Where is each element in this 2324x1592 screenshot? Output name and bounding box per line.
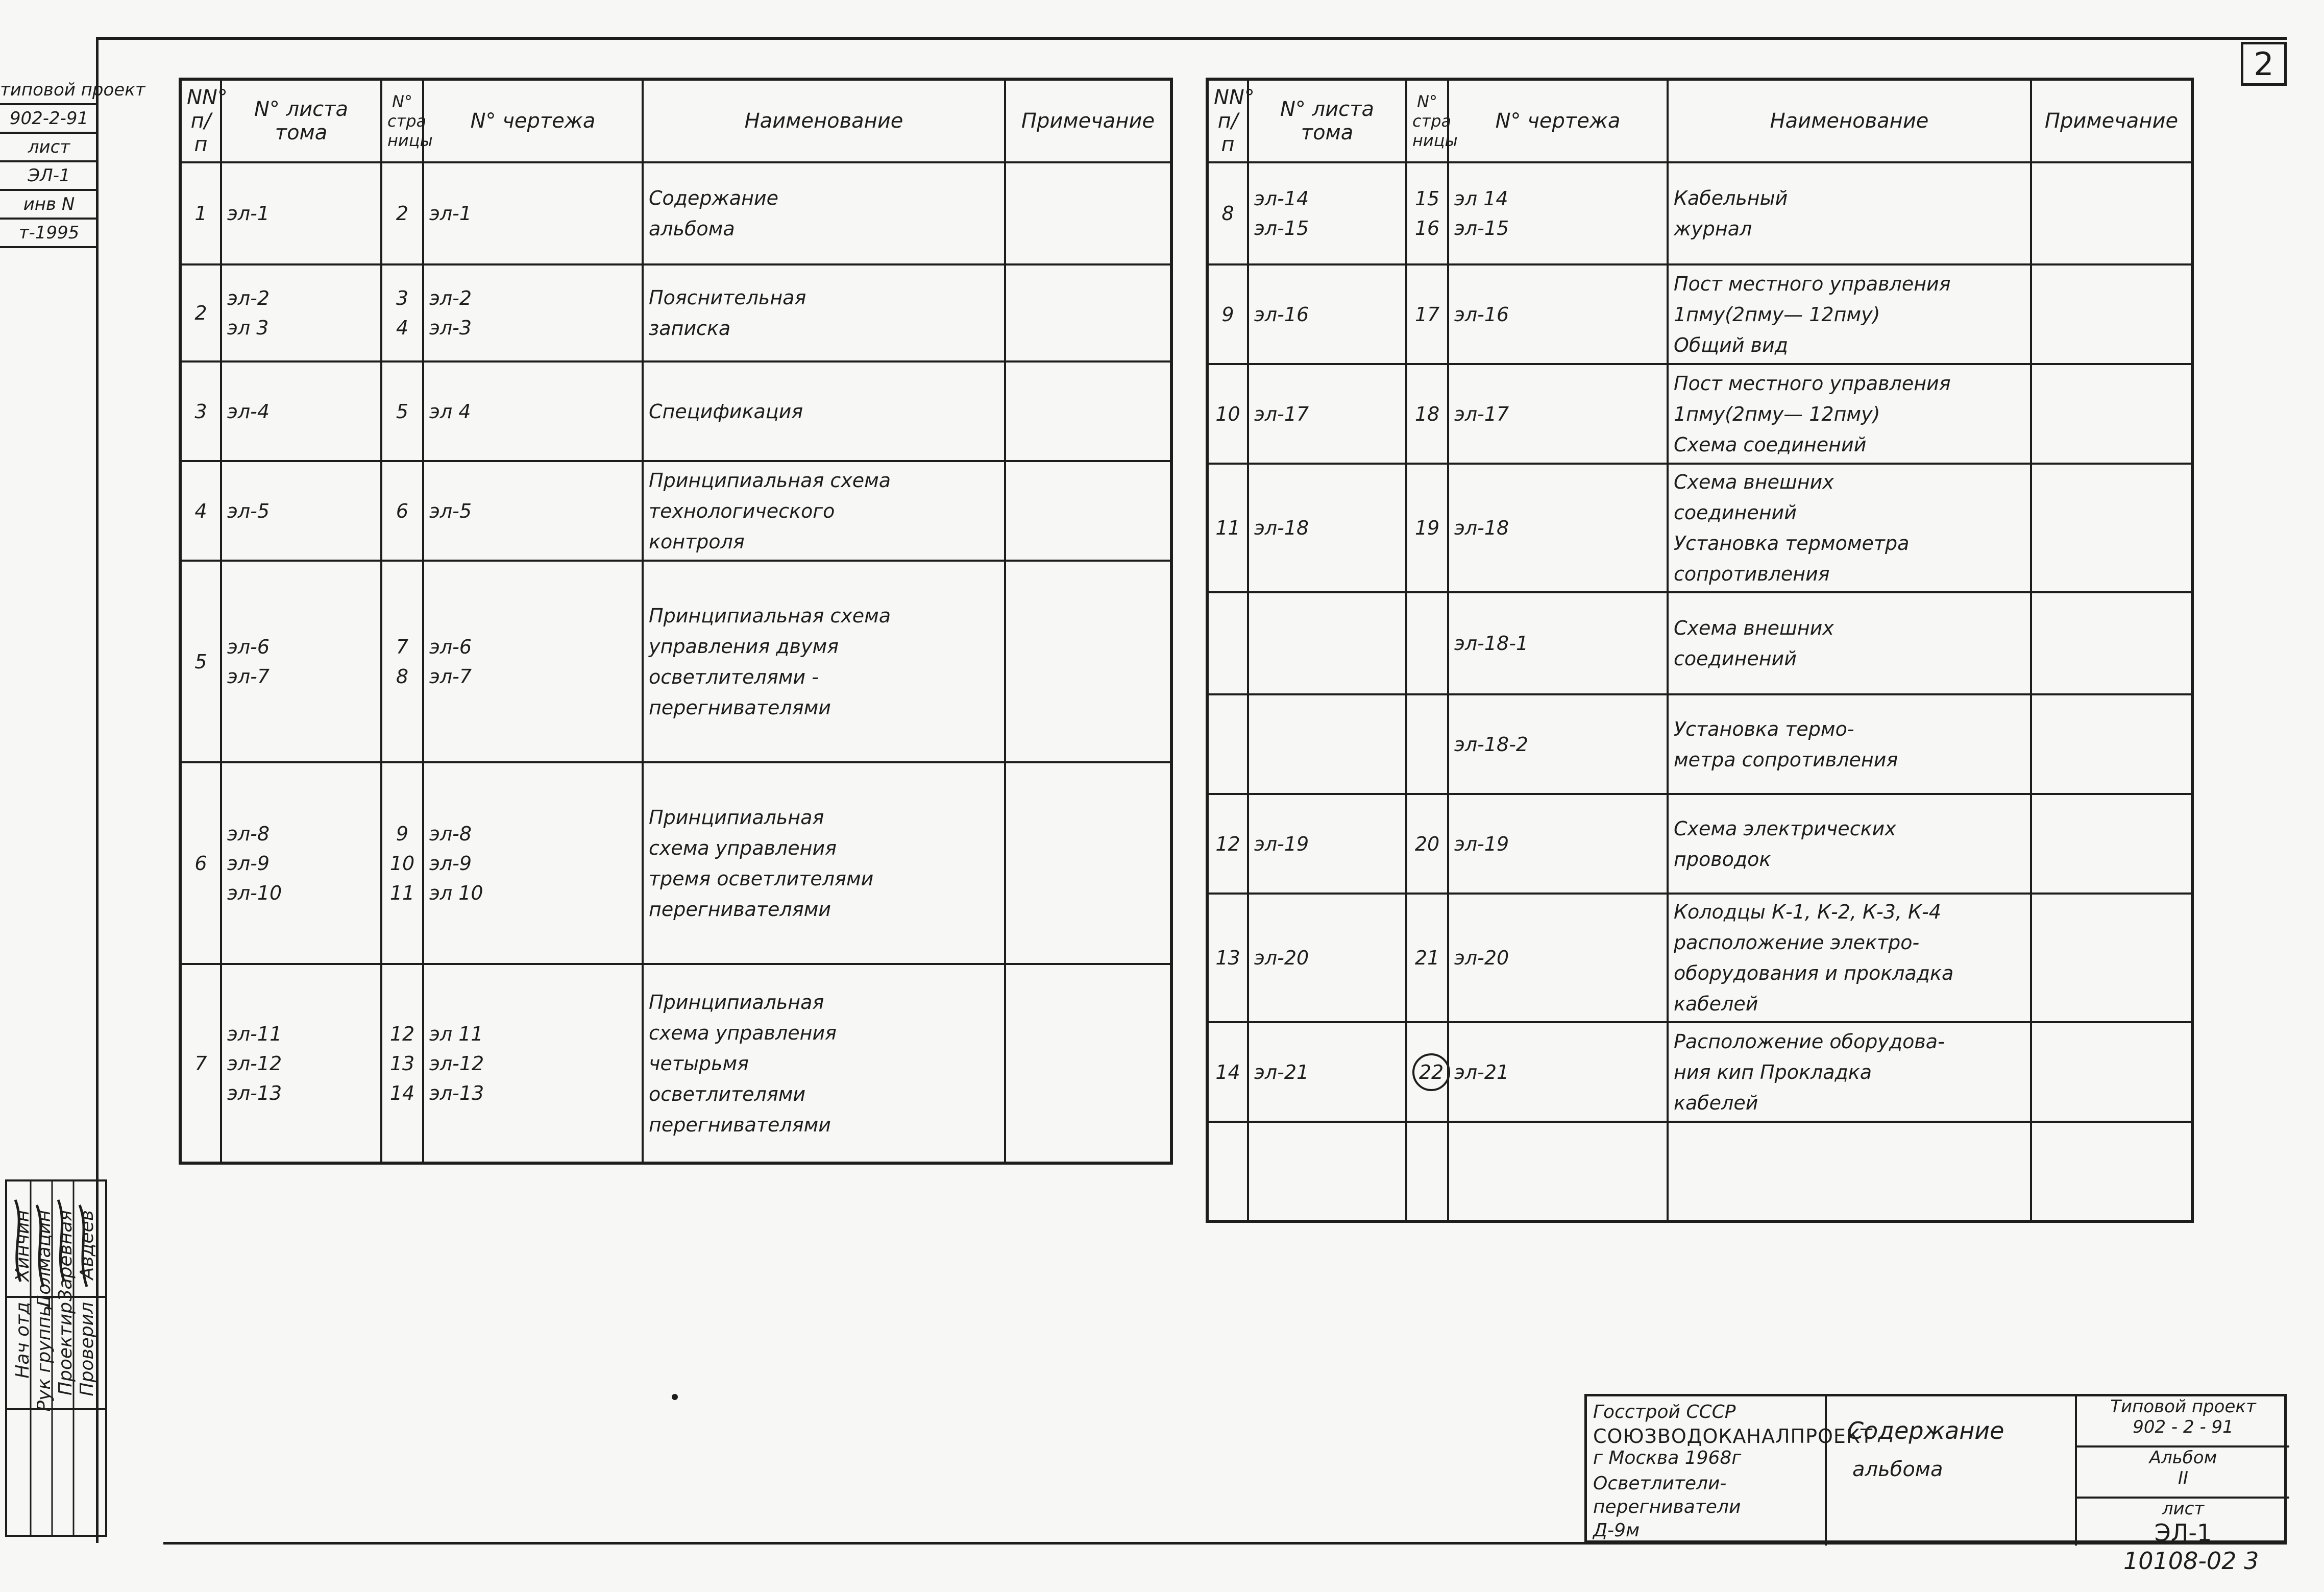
row-name-line: Пояснительная: [649, 286, 806, 309]
row-page: [1406, 264, 1448, 364]
row-page-line: 13: [389, 1052, 415, 1075]
row-name-line: 1пму(2пму— 12пму): [1674, 402, 1880, 425]
table-row: [1207, 364, 2192, 464]
row-page: [381, 762, 423, 964]
row-drawing: [1448, 162, 1668, 264]
row-sheet: [1248, 264, 1406, 364]
row-page: [381, 561, 423, 762]
row-sheet-line: эл-2: [227, 287, 270, 309]
row-sheet-line: эл-12: [227, 1052, 282, 1075]
org-line: Осветлители-: [1593, 1473, 1727, 1494]
row-drawing-line: эл-21: [1454, 1060, 1509, 1083]
row-sheet-line: эл-13: [227, 1081, 282, 1104]
table-row: [1207, 894, 2192, 1022]
frame-top-line: [97, 37, 2287, 40]
album-cell: [2077, 1448, 2289, 1499]
row-page: [1406, 464, 1448, 592]
sheet-cell: [2077, 1499, 2289, 1546]
row-name-line: Содержание: [649, 187, 778, 209]
row-number: 13: [1207, 894, 1248, 1022]
row-page: [381, 264, 423, 361]
row-name: [643, 264, 1005, 361]
document-number: 10108-02 3: [2123, 1547, 2259, 1575]
row-page-line: 4: [396, 317, 409, 339]
row-name-line: оборудования и прокладка: [1674, 962, 1954, 984]
row-note: [1005, 361, 1171, 461]
contents-table-left: [179, 78, 1173, 1165]
row-number: 5: [180, 561, 221, 762]
table-header-row: [1207, 79, 2192, 162]
table-row: [180, 762, 1171, 964]
row-drawing-line: эл-2: [429, 287, 472, 309]
row-page-line: 17: [1414, 303, 1440, 326]
row-page-line: 18: [1414, 402, 1440, 425]
row-page: [381, 361, 423, 461]
row-page: [1406, 894, 1448, 1022]
row-sheet: [221, 762, 381, 964]
margin-stamp-line: т-1995: [0, 220, 98, 248]
row-name-line: журнал: [1674, 218, 1752, 240]
row-page: [1406, 694, 1448, 794]
sheet-name-line: Содержание: [1847, 1417, 2004, 1444]
header-page: N° стра ницы: [1406, 79, 1448, 162]
row-page-line: 2: [396, 202, 409, 225]
row-drawing-line: эл 4: [429, 400, 471, 423]
row-name-line: схема управления: [649, 1021, 837, 1044]
approval-role: Проверил: [77, 1302, 97, 1396]
row-name: [1668, 894, 2031, 1022]
row-name: [1668, 694, 2031, 794]
margin-stamp-line: 902-2-91: [0, 105, 98, 134]
row-drawing-line: эл-18: [1454, 517, 1509, 539]
row-note: [2031, 464, 2192, 592]
row-sheet: [1248, 1022, 1406, 1122]
row-drawing-line: эл-5: [429, 499, 472, 522]
row-name-line: Схема внешних: [1674, 471, 1834, 493]
header-num: NN° п/п: [180, 79, 221, 162]
row-number: 8: [1207, 162, 1248, 264]
table-row: [1207, 162, 2192, 264]
album-number: II: [2178, 1468, 2189, 1488]
row-page: [1406, 1122, 1448, 1221]
header-sheet: N° листа тома: [221, 79, 381, 162]
row-sheet: [221, 561, 381, 762]
row-sheet-line: эл-16: [1254, 303, 1309, 326]
project-label: Типовой проект: [2110, 1396, 2256, 1417]
row-drawing: [423, 162, 643, 264]
row-name: [1668, 162, 2031, 264]
row-name-line: Пост местного управления: [1674, 372, 1951, 395]
row-note: [2031, 694, 2192, 794]
row-sheet: [221, 361, 381, 461]
row-name-line: Общий вид: [1674, 333, 1788, 356]
row-drawing-line: эл-3: [429, 317, 472, 339]
row-name-line: расположение электро-: [1674, 931, 1920, 954]
row-drawing-line: эл-7: [429, 665, 472, 688]
row-name-line: Спецификация: [649, 400, 803, 423]
row-name-line: Кабельный: [1674, 187, 1788, 209]
row-sheet: [1248, 464, 1406, 592]
sheet-label: лист: [2162, 1499, 2205, 1519]
row-sheet-line: эл-17: [1254, 402, 1309, 425]
margin-stamp-line: ЭЛ-1: [0, 162, 98, 191]
row-drawing-line: эл-17: [1454, 402, 1509, 425]
row-page-line: 6: [396, 499, 409, 522]
row-sheet-line: эл-1: [227, 202, 270, 225]
row-page-line: 16: [1414, 217, 1440, 239]
org-line: перегниватели: [1593, 1497, 1741, 1517]
row-name: [1668, 592, 2031, 694]
row-number: 2: [180, 264, 221, 361]
row-page-line: 12: [389, 1022, 415, 1045]
row-name-line: четырьмя: [649, 1052, 749, 1075]
approval-role: Проектир: [55, 1302, 76, 1396]
row-sheet: [1248, 794, 1406, 894]
row-sheet: [1248, 894, 1406, 1022]
row-sheet-line: эл 3: [227, 317, 269, 339]
row-name-line: Схема электрических: [1674, 817, 1896, 840]
row-drawing: [423, 361, 643, 461]
row-number: [1207, 694, 1248, 794]
row-page: [381, 162, 423, 264]
row-sheet-line: эл-6: [227, 635, 270, 658]
row-name-line: ния кип Прокладка: [1674, 1060, 1872, 1083]
row-name-line: тремя осветлителями: [649, 867, 874, 890]
row-page-line: 3: [396, 287, 409, 309]
row-drawing-line: эл 14: [1454, 187, 1508, 210]
row-note: [2031, 592, 2192, 694]
row-name-line: метра сопротивления: [1674, 748, 1898, 771]
row-sheet-line: эл-8: [227, 822, 270, 845]
row-number: 11: [1207, 464, 1248, 592]
row-name: [1668, 1122, 2031, 1221]
row-name-line: Расположение оборудова-: [1674, 1030, 1945, 1053]
header-sheet: N° листа тома: [1248, 79, 1406, 162]
row-sheet: [1248, 694, 1406, 794]
row-drawing: [1448, 894, 1668, 1022]
row-name-line: перегнивателями: [649, 696, 831, 719]
row-note: [2031, 162, 2192, 264]
row-name: [643, 762, 1005, 964]
row-name: [643, 561, 1005, 762]
approval-name: Авдеев: [77, 1210, 97, 1280]
row-sheet: [1248, 592, 1406, 694]
row-drawing: [1448, 794, 1668, 894]
table-row: [180, 461, 1171, 561]
table-row: [1207, 794, 2192, 894]
table-row: [1207, 264, 2192, 364]
row-note: [1005, 964, 1171, 1163]
project-number: 902 - 2 - 91: [2133, 1417, 2234, 1437]
row-drawing: [1448, 264, 1668, 364]
row-drawing: [1448, 464, 1668, 592]
header-name: Наименование: [1668, 79, 2031, 162]
row-name-line: осветлителями -: [649, 665, 819, 688]
approval-name: Заревная: [55, 1210, 76, 1301]
row-name-line: Принципиальная: [649, 991, 824, 1014]
table-row: [1207, 464, 2192, 592]
signature-marks: [5, 1179, 107, 1537]
row-name-line: Принципиальная схема: [649, 604, 891, 627]
row-drawing: [1448, 1122, 1668, 1221]
row-page-line: [1412, 1053, 1442, 1091]
row-sheet: [1248, 364, 1406, 464]
row-page-line: 14: [389, 1081, 415, 1104]
row-page-line: 7: [396, 635, 409, 658]
row-name: [1668, 264, 2031, 364]
row-note: [2031, 894, 2192, 1022]
row-name-line: Схема соединений: [1674, 433, 1867, 456]
row-note: [1005, 561, 1171, 762]
project-cell: [2077, 1396, 2289, 1448]
album-label: Альбом: [2149, 1448, 2217, 1468]
row-name-line: соединений: [1674, 647, 1797, 670]
row-number: 10: [1207, 364, 1248, 464]
row-name: [1668, 1022, 2031, 1122]
row-note: [2031, 1022, 2192, 1122]
row-name-line: Пост местного управления: [1674, 272, 1951, 295]
row-name-line: перегнивателями: [649, 898, 831, 921]
row-sheet-line: эл-18: [1254, 517, 1309, 539]
row-drawing: [1448, 1022, 1668, 1122]
header-note: Примечание: [1005, 79, 1171, 162]
row-sheet-line: эл-7: [227, 665, 270, 688]
row-sheet: [1248, 1122, 1406, 1221]
row-drawing-line: эл-13: [429, 1081, 484, 1104]
row-note: [1005, 162, 1171, 264]
row-drawing-line: эл-15: [1454, 217, 1509, 239]
header-page: N° стра ницы: [381, 79, 423, 162]
row-sheet: [221, 264, 381, 361]
row-name: [643, 361, 1005, 461]
title-block: [1584, 1394, 2287, 1547]
row-name: [643, 461, 1005, 561]
row-number: 7: [180, 964, 221, 1163]
contents-table-right: [1206, 78, 2194, 1223]
row-page: [1406, 794, 1448, 894]
header-num: NN° п/п: [1207, 79, 1248, 162]
row-name: [1668, 794, 2031, 894]
table-row: [180, 162, 1171, 264]
row-drawing: [423, 964, 643, 1163]
row-name-line: управления двумя: [649, 635, 839, 658]
row-sheet-line: эл-9: [227, 852, 270, 875]
row-name-line: записка: [649, 317, 731, 340]
table-row: [1207, 1022, 2192, 1122]
row-page-line: 19: [1414, 517, 1440, 539]
row-sheet-line: эл-14: [1254, 187, 1309, 210]
approval-block: [5, 1179, 107, 1537]
table-row: [1207, 1122, 2192, 1221]
row-sheet-line: эл-5: [227, 499, 270, 522]
row-name-line: Установка термо-: [1674, 717, 1854, 740]
row-name-line: кабелей: [1674, 993, 1758, 1015]
table-row: [1207, 694, 2192, 794]
row-name-line: осветлителями: [649, 1082, 806, 1105]
row-page: [1406, 162, 1448, 264]
approval-name: Хинчин: [12, 1210, 33, 1282]
row-drawing: [423, 264, 643, 361]
row-name-line: технологического: [649, 499, 835, 522]
row-number: 12: [1207, 794, 1248, 894]
row-number: 9: [1207, 264, 1248, 364]
row-sheet-line: эл-10: [227, 881, 282, 904]
row-note: [2031, 264, 2192, 364]
row-drawing-line: эл 11: [429, 1022, 483, 1045]
table-row: [180, 264, 1171, 361]
row-sheet: [1248, 162, 1406, 264]
row-sheet-line: эл-19: [1254, 832, 1309, 855]
title-block-sheet-name: [1827, 1396, 2077, 1546]
row-page: [381, 964, 423, 1163]
margin-stamp-line: инв N: [0, 191, 98, 220]
row-name-line: контроля: [649, 530, 745, 553]
row-number: 6: [180, 762, 221, 964]
row-note: [1005, 762, 1171, 964]
row-sheet: [221, 964, 381, 1163]
row-name-line: Принципиальная схема: [649, 469, 891, 492]
row-page-line: 11: [389, 881, 415, 904]
sheet-code: ЭЛ-1: [2154, 1519, 2212, 1547]
approval-role: Нач отд: [12, 1302, 33, 1379]
table-row: [1207, 592, 2192, 694]
row-drawing-line: эл-12: [429, 1052, 484, 1075]
row-name-line: соединений: [1674, 501, 1797, 524]
row-drawing-line: эл-19: [1454, 832, 1509, 855]
row-number: 14: [1207, 1022, 1248, 1122]
org-line: СОЮЗВОДОКАНАЛПРОЕКТ: [1593, 1425, 1873, 1448]
row-page: [1406, 1022, 1448, 1122]
row-name-line: 1пму(2пму— 12пму): [1674, 303, 1880, 326]
approval-name: Долмацин: [34, 1210, 55, 1309]
circled-page-number: 22: [1412, 1053, 1450, 1091]
row-drawing-line: эл-9: [429, 852, 472, 875]
row-name-line: Схема внешних: [1674, 617, 1834, 639]
row-drawing-line: эл 10: [429, 881, 483, 904]
row-page-line: 9: [396, 822, 409, 845]
row-name-line: кабелей: [1674, 1091, 1758, 1114]
header-name: Наименование: [643, 79, 1005, 162]
title-block-organization: [1587, 1396, 1873, 1546]
row-sheet-line: эл-15: [1254, 217, 1309, 239]
row-name-line: Установка термометра: [1674, 532, 1910, 554]
row-drawing: [423, 461, 643, 561]
row-name-line: Принципиальная: [649, 806, 824, 829]
row-page-line: 20: [1414, 832, 1440, 855]
row-page-line: 10: [389, 852, 415, 875]
row-number: 1: [180, 162, 221, 264]
row-number: 3: [180, 361, 221, 461]
table-row: [180, 361, 1171, 461]
row-page-line: 5: [396, 400, 409, 423]
ink-dot: [672, 1394, 678, 1400]
row-name-line: Колодцы К-1, К-2, К-3, К-4: [1674, 901, 1941, 923]
margin-stamp-line: типовой проект: [0, 77, 98, 105]
row-name: [643, 964, 1005, 1163]
row-name-line: проводок: [1674, 848, 1771, 871]
header-drawing: N° чертежа: [423, 79, 643, 162]
row-name: [1668, 464, 2031, 592]
row-drawing-line: эл-20: [1454, 947, 1509, 969]
row-page: [1406, 592, 1448, 694]
row-name-line: сопротивления: [1674, 563, 1830, 585]
row-name-line: перегнивателями: [649, 1113, 831, 1136]
row-note: [2031, 1122, 2192, 1221]
row-drawing-line: эл-16: [1454, 303, 1509, 326]
row-name-line: схема управления: [649, 836, 837, 859]
row-sheet-line: эл-4: [227, 400, 270, 423]
row-drawing-line: эл-1: [429, 202, 472, 225]
row-sheet: [221, 162, 381, 264]
row-drawing-line: эл-18-2: [1454, 733, 1529, 756]
row-drawing-line: эл-18-1: [1454, 632, 1529, 655]
row-drawing: [1448, 592, 1668, 694]
row-page-line: 21: [1414, 947, 1440, 969]
title-block-project: [2077, 1396, 2289, 1546]
approval-role: Рук группы: [34, 1302, 55, 1412]
row-sheet-line: эл-11: [227, 1022, 282, 1045]
row-page-line: 8: [396, 665, 409, 688]
org-line: Д-9м: [1593, 1520, 1640, 1541]
row-note: [1005, 264, 1171, 361]
row-number: 4: [180, 461, 221, 561]
row-drawing: [1448, 364, 1668, 464]
row-page-line: 15: [1414, 187, 1440, 210]
table-row: [180, 561, 1171, 762]
sheet-name-line: альбома: [1852, 1458, 1943, 1481]
row-drawing-line: эл-6: [429, 635, 472, 658]
margin-stamp: [0, 77, 145, 248]
page-number: 2: [2241, 42, 2287, 86]
row-number: [1207, 592, 1248, 694]
row-number: [1207, 1122, 1248, 1221]
row-sheet-line: эл-20: [1254, 947, 1309, 969]
row-page: [1406, 364, 1448, 464]
row-note: [2031, 794, 2192, 894]
org-line: г Москва 1968г: [1593, 1448, 1742, 1468]
row-sheet-line: эл-21: [1254, 1060, 1309, 1083]
header-note: Примечание: [2031, 79, 2192, 162]
row-drawing: [423, 762, 643, 964]
org-line: Госстрой СССР: [1593, 1402, 1736, 1422]
row-name: [1668, 364, 2031, 464]
row-page: [381, 461, 423, 561]
row-note: [2031, 364, 2192, 464]
header-drawing: N° чертежа: [1448, 79, 1668, 162]
row-drawing-line: эл-8: [429, 822, 472, 845]
row-sheet: [221, 461, 381, 561]
row-drawing: [1448, 694, 1668, 794]
row-drawing: [423, 561, 643, 762]
table-header-row: [180, 79, 1171, 162]
table-row: [180, 964, 1171, 1163]
margin-stamp-line: лист: [0, 134, 98, 162]
row-note: [1005, 461, 1171, 561]
row-name-line: альбома: [649, 218, 735, 240]
row-name: [643, 162, 1005, 264]
